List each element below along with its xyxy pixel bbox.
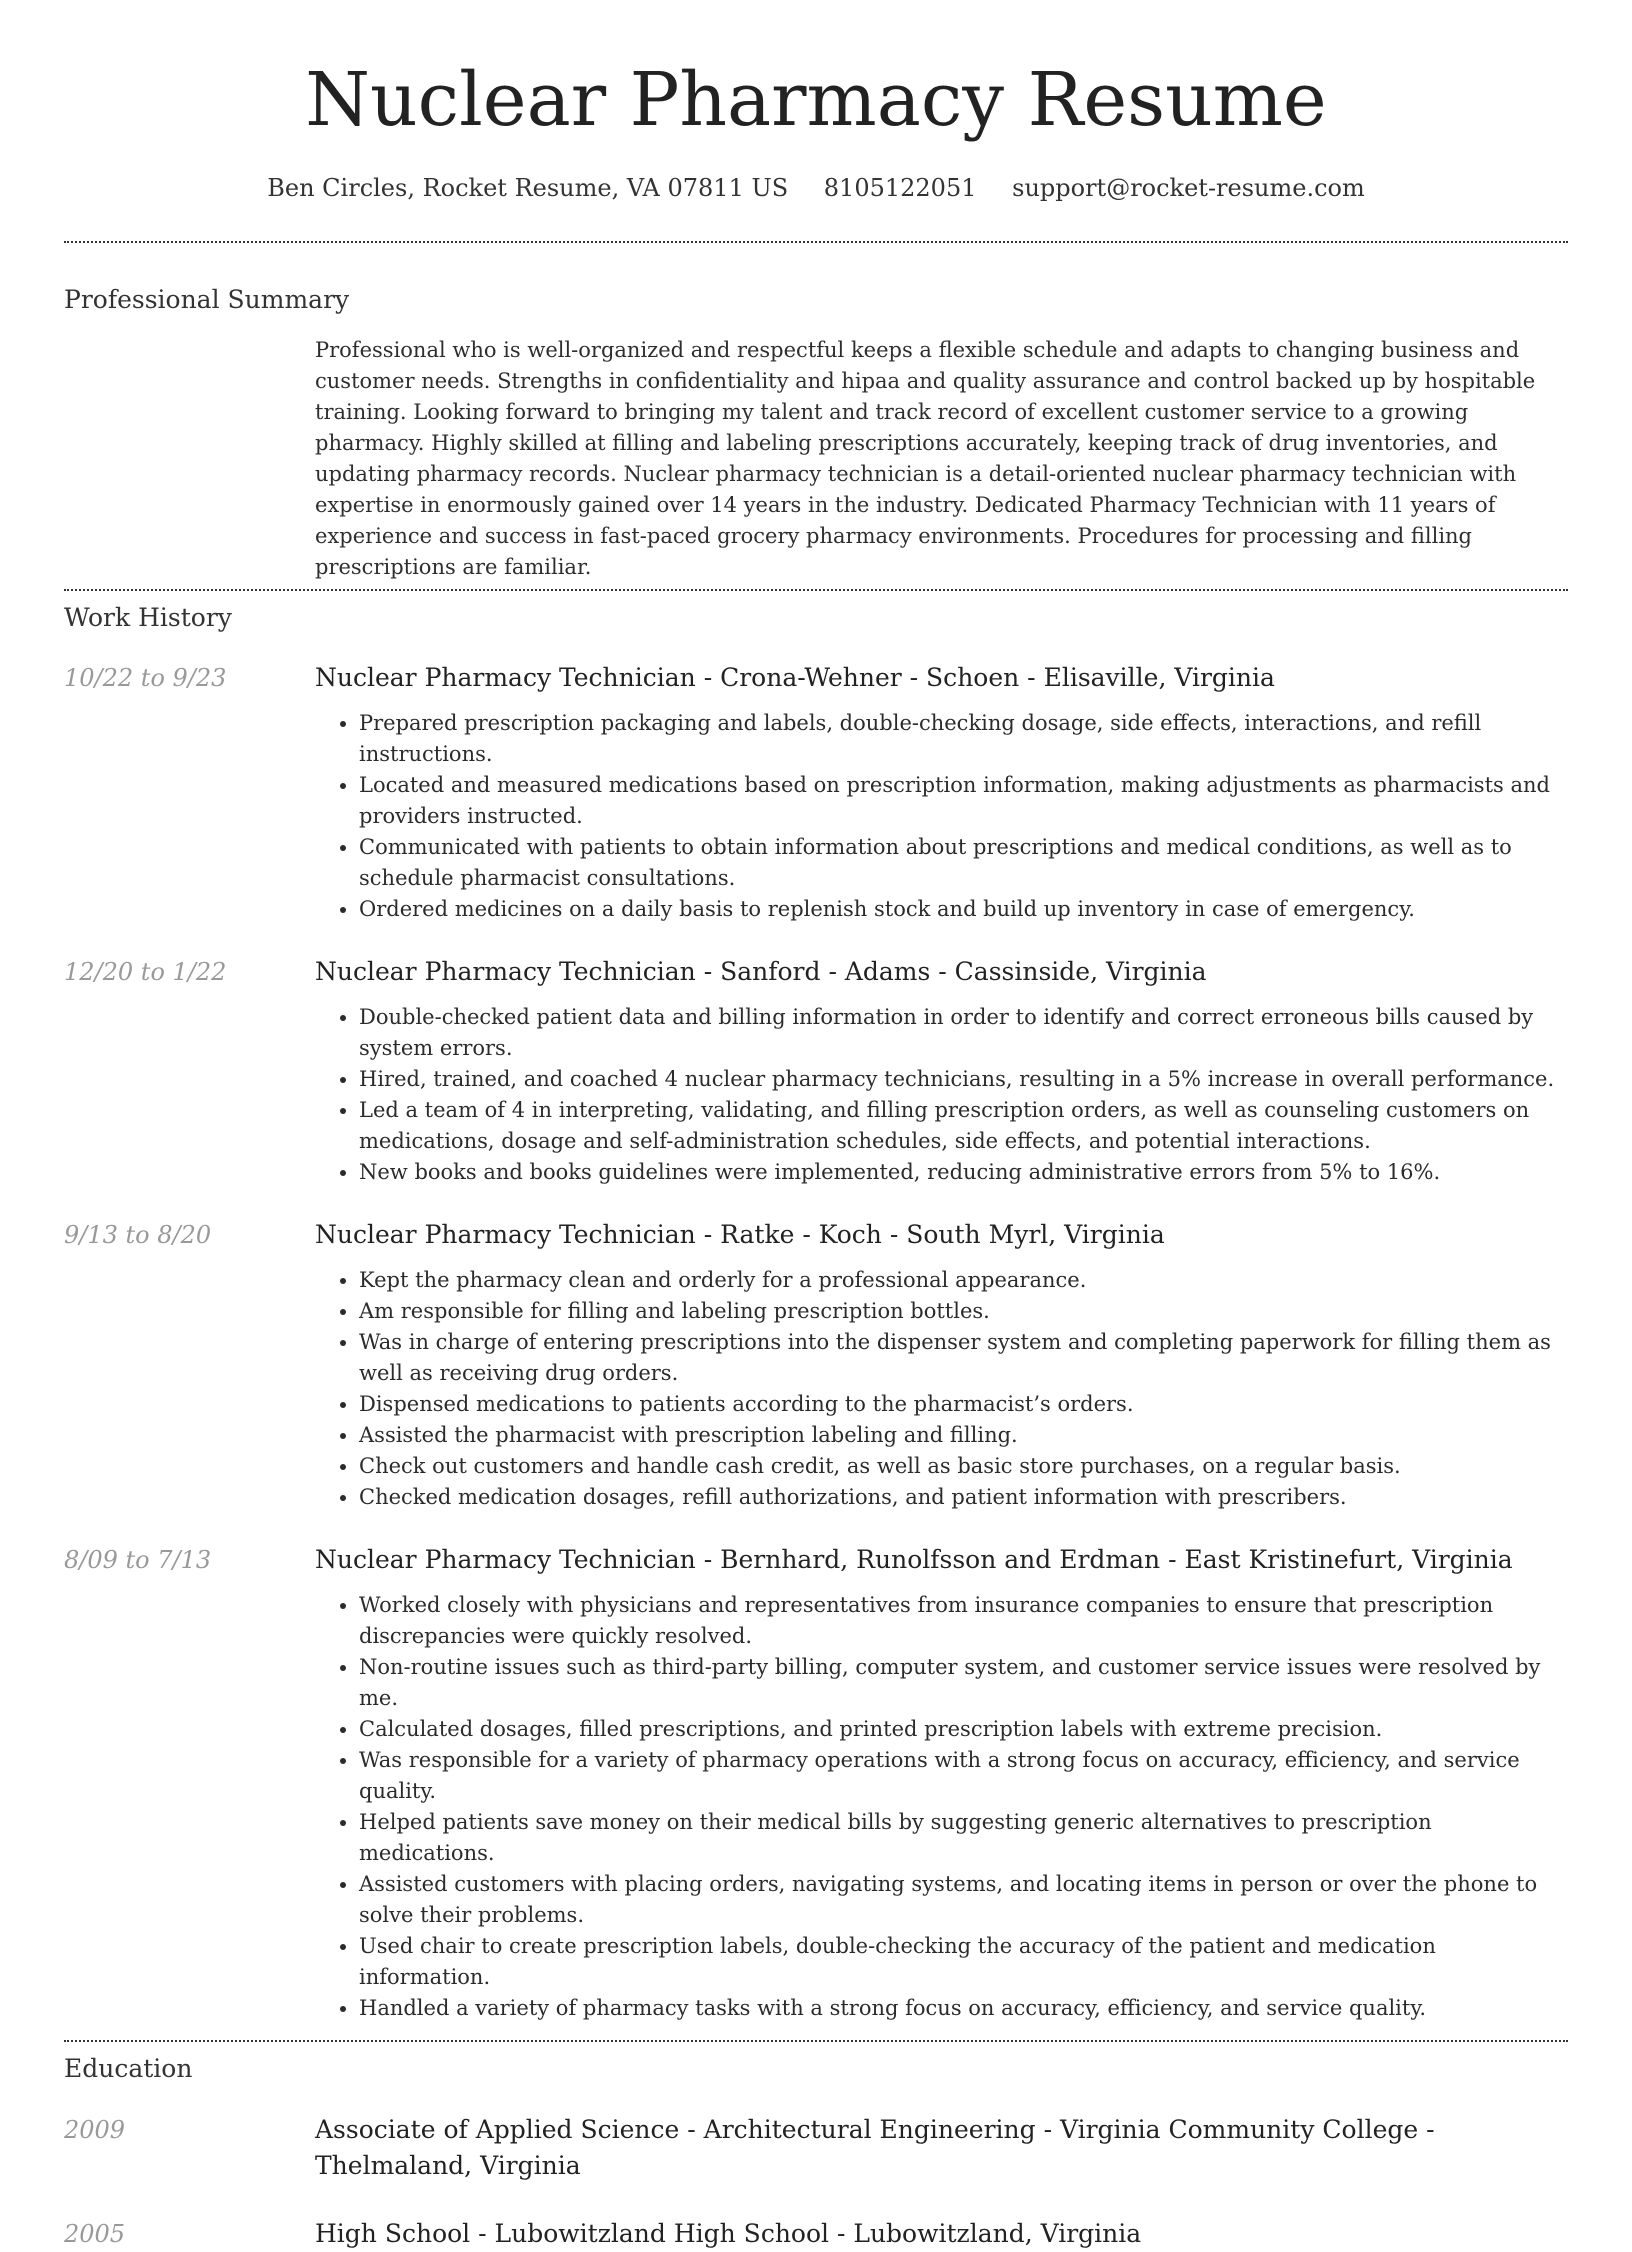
summary-heading: Professional Summary bbox=[64, 285, 350, 314]
education-date: 2005 bbox=[64, 2220, 126, 2248]
divider bbox=[64, 241, 1568, 243]
job-bullets bbox=[315, 1002, 1568, 1188]
job-bullet: • Assisted the pharmacist with prescription labeling and filling. bbox=[359, 1420, 1568, 1451]
education-heading: Education bbox=[64, 2054, 193, 2083]
resume-title: Nuclear Pharmacy Resume bbox=[305, 57, 1327, 143]
job-bullet: • Calculated dosages, filled prescriptions, and printed prescription labels with extreme precision. bbox=[359, 1714, 1568, 1745]
job-date: 12/20 to 1/22 bbox=[64, 958, 227, 986]
job-bullet: • New books and books guidelines were implemented, reducing administrative errors from 5% to 16%. bbox=[359, 1157, 1568, 1188]
job-entry bbox=[64, 955, 1568, 1188]
job-date: 8/09 to 7/13 bbox=[64, 1546, 212, 1574]
job-entry bbox=[64, 1218, 1568, 1513]
job-bullet: • Used chair to create prescription labels, double-checking the accuracy of the patient and medication information. bbox=[359, 1931, 1568, 1993]
education-entry bbox=[64, 2112, 1568, 2184]
job-body bbox=[315, 955, 1568, 1188]
job-heading: Nuclear Pharmacy Technician - Sanford - Adams - Cassinside, Virginia bbox=[315, 957, 1207, 986]
job-entry bbox=[64, 661, 1568, 925]
education-text: High School - Lubowitzland High School - Lubowitzland, Virginia bbox=[315, 2219, 1142, 2248]
job-bullets bbox=[315, 708, 1568, 925]
job-bullet: • Checked medication dosages, refill authorizations, and patient information with prescribers. bbox=[359, 1482, 1568, 1513]
job-bullet: • Non-routine issues such as third-party billing, computer system, and customer service issues were resolved by me. bbox=[359, 1652, 1568, 1714]
job-bullet: • Check out customers and handle cash credit, as well as basic store purchases, on a regular basis. bbox=[359, 1451, 1568, 1482]
job-bullets bbox=[315, 1590, 1568, 2024]
job-bullet: • Was in charge of entering prescriptions into the dispenser system and completing paperwork for filling them as well as receiving drug orders. bbox=[359, 1327, 1568, 1389]
job-body bbox=[315, 661, 1568, 925]
job-bullet: • Helped patients save money on their medical bills by suggesting generic alternatives to prescription medications. bbox=[359, 1807, 1568, 1869]
job-bullet: • Assisted customers with placing orders, navigating systems, and locating items in person or over the phone to solve their problems. bbox=[359, 1869, 1568, 1931]
contact-email: support@rocket-resume.com bbox=[1012, 174, 1365, 202]
job-bullet: • Am responsible for filling and labeling prescription bottles. bbox=[359, 1296, 1568, 1327]
job-bullet: • Communicated with patients to obtain information about prescriptions and medical conditions, as well as to schedule pharmacist consultations. bbox=[359, 832, 1568, 894]
job-bullet: • Worked closely with physicians and representatives from insurance companies to ensure that prescription discrepancies were quickly resolved. bbox=[359, 1590, 1568, 1652]
work-history-heading: Work History bbox=[64, 603, 232, 632]
job-entry bbox=[64, 1543, 1568, 2024]
job-bullet: • Was responsible for a variety of pharmacy operations with a strong focus on accuracy, efficiency, and service quality. bbox=[359, 1745, 1568, 1807]
job-heading: Nuclear Pharmacy Technician - Crona-Wehner - Schoen - Elisaville, Virginia bbox=[315, 663, 1275, 692]
job-bullet: • Ordered medicines on a daily basis to replenish stock and build up inventory in case of emergency. bbox=[359, 894, 1568, 925]
contact-address: Ben Circles, Rocket Resume, VA 07811 US bbox=[267, 174, 789, 202]
job-heading: Nuclear Pharmacy Technician - Ratke - Koch - South Myrl, Virginia bbox=[315, 1220, 1165, 1249]
education-entry bbox=[64, 2216, 1568, 2252]
job-date: 9/13 to 8/20 bbox=[64, 1221, 212, 1249]
job-date: 10/22 to 9/23 bbox=[64, 664, 227, 692]
education-text: Associate of Applied Science - Architectural Engineering - Virginia Community College - Thelmaland, Virginia bbox=[315, 2115, 1435, 2180]
job-bullet: • Led a team of 4 in interpreting, validating, and filling prescription orders, as well as counseling customers on medications, dosage and self-administration schedules, side effects, and potential interactions. bbox=[359, 1095, 1568, 1157]
job-bullet: • Located and measured medications based on prescription information, making adjustments as pharmacists and providers instructed. bbox=[359, 770, 1568, 832]
divider bbox=[64, 589, 1568, 591]
summary-text: Professional who is well-organized and respectful keeps a flexible schedule and adapts to changing business and customer needs. Strengths in confidentiality and hipaa and quality assurance and control backed up by hospitable training. Looking forward to bringing my talent and track record of excellent customer service to a growing pharmacy. Highly skilled at filling and labeling prescriptions accurately, keeping track of drug inventories, and updating pharmacy records. Nuclear pharmacy technician is a detail-oriented nuclear pharmacy technician with expertise in enormously gained over 14 years in the industry. Dedicated Pharmacy Technician with 11 years of experience and success in fast-paced grocery pharmacy environments. Procedures for processing and filling prescriptions are familiar. bbox=[315, 338, 1536, 579]
education-date: 2009 bbox=[64, 2116, 126, 2144]
job-bullet: • Handled a variety of pharmacy tasks with a strong focus on accuracy, efficiency, and service quality. bbox=[359, 1993, 1568, 2024]
job-body bbox=[315, 1218, 1568, 1513]
job-bullets bbox=[315, 1265, 1568, 1513]
job-body bbox=[315, 1543, 1568, 2024]
job-bullet: • Dispensed medications to patients according to the pharmacist’s orders. bbox=[359, 1389, 1568, 1420]
job-bullet: • Kept the pharmacy clean and orderly for a professional appearance. bbox=[359, 1265, 1568, 1296]
resume-page bbox=[64, 0, 1568, 2252]
contact-line bbox=[64, 172, 1568, 204]
job-heading: Nuclear Pharmacy Technician - Bernhard, Runolfsson and Erdman - East Kristinefurt, Virginia bbox=[315, 1545, 1513, 1574]
job-bullet: • Prepared prescription packaging and labels, double-checking dosage, side effects, interactions, and refill instructions. bbox=[359, 708, 1568, 770]
job-bullet: • Hired, trained, and coached 4 nuclear pharmacy technicians, resulting in a 5% increase in overall performance. bbox=[359, 1064, 1568, 1095]
contact-phone: 8105122051 bbox=[823, 174, 977, 202]
job-bullet: • Double-checked patient data and billing information in order to identify and correct erroneous bills caused by system errors. bbox=[359, 1002, 1568, 1064]
divider bbox=[64, 2040, 1568, 2042]
